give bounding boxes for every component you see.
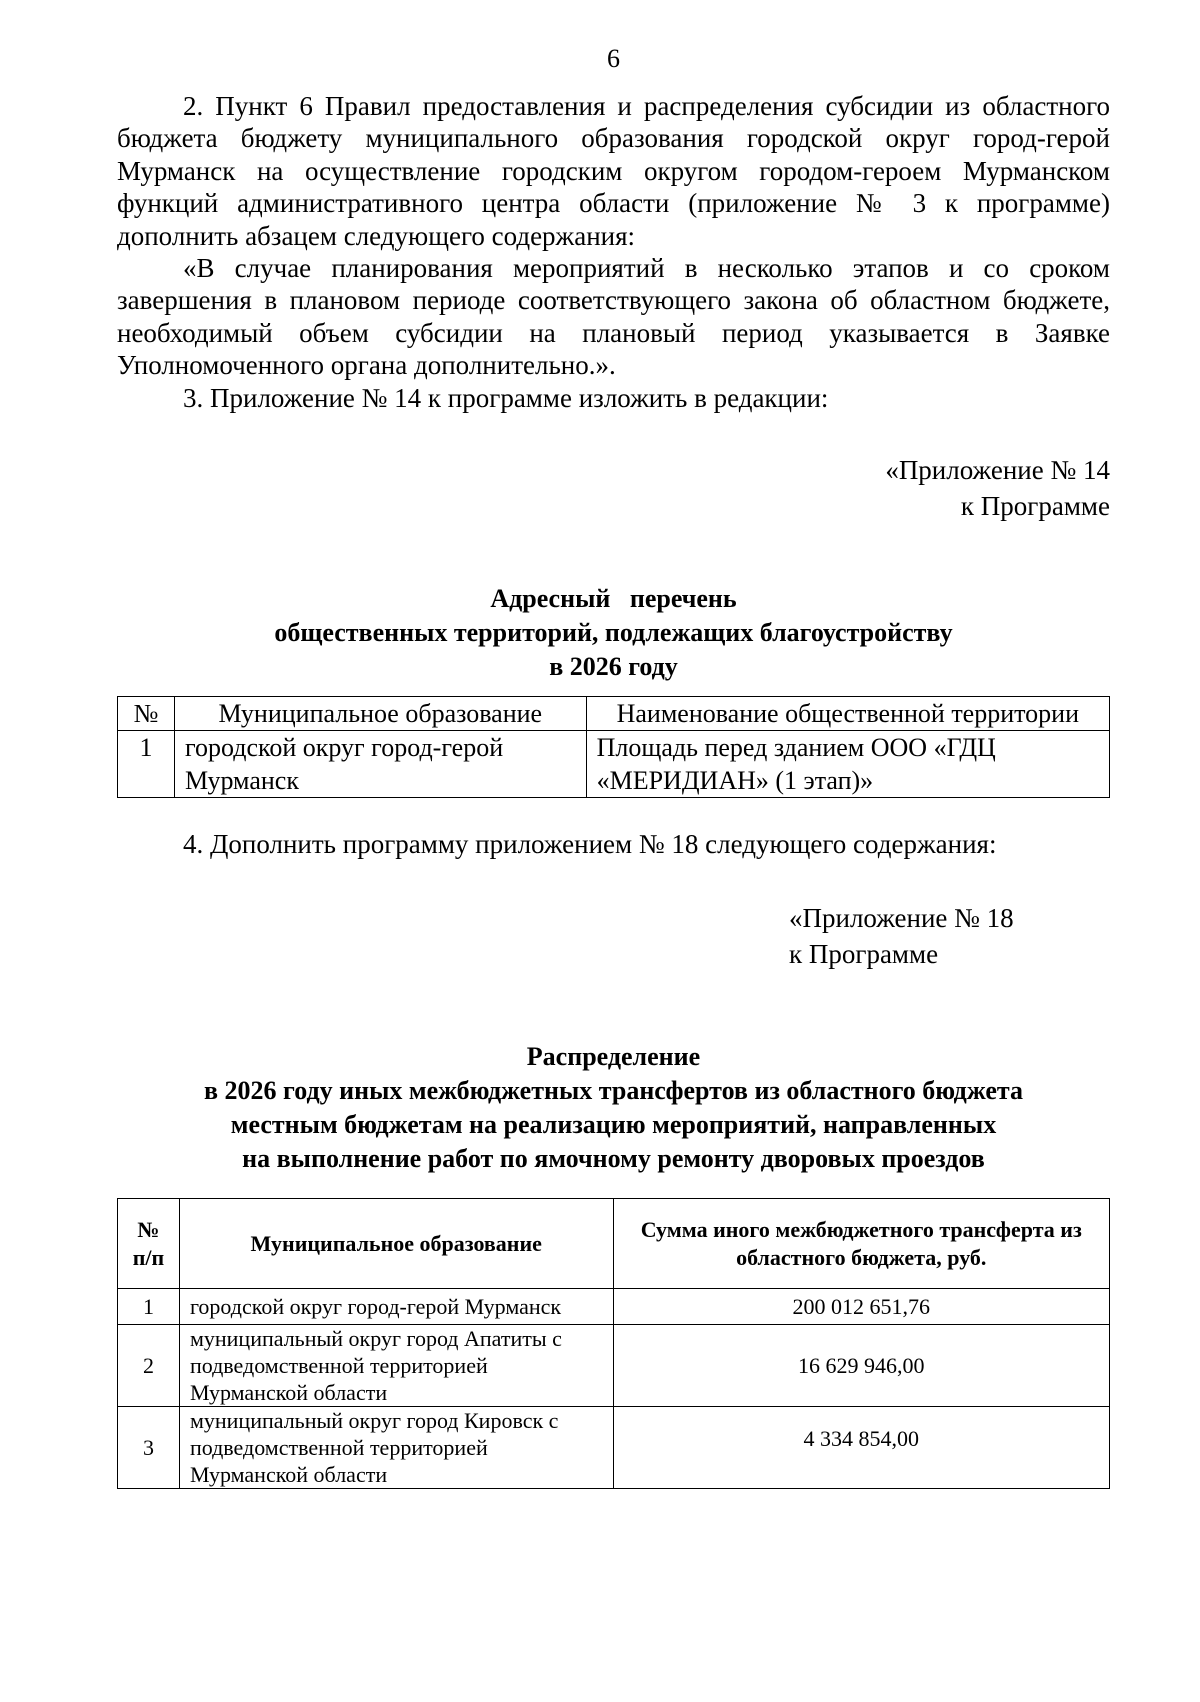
page-number: 6 <box>607 44 620 73</box>
transfers-row-sum: 16 629 946,00 <box>613 1325 1109 1407</box>
paragraph-item-3: 3. Приложение № 14 к программе изложить в редакции: <box>183 382 829 413</box>
territory-list-title <box>117 582 1110 684</box>
transfers-row-municipality: городской округ город-герой Мурманск <box>179 1289 613 1325</box>
territory-title-line3: в 2026 году <box>549 652 678 682</box>
appendix-14-line2: к Программе <box>960 491 1110 522</box>
territory-row-territory: Площадь перед зданием ООО «ГДЦ «МЕРИДИАН» (1 этап)» <box>586 731 1109 798</box>
transfers-row-sum: 200 012 651,76 <box>613 1289 1109 1325</box>
transfers-header-municipality: Муниципальное образование <box>179 1199 613 1289</box>
transfers-title <box>117 1040 1110 1176</box>
transfers-row-municipality: муниципальный округ город Апатиты с подведомственной территорией Мурманской области <box>179 1325 613 1407</box>
transfers-title-line2: в 2026 году иных межбюджетных трансфертов из областного бюджета <box>204 1076 1023 1106</box>
territory-header-municipality: Муниципальное образование <box>174 697 586 731</box>
table-row <box>118 1289 1110 1325</box>
table-row <box>118 1407 1110 1489</box>
transfers-row-municipality: муниципальный округ город Кировск с подведомственной территорией Мурманской области <box>179 1407 613 1489</box>
transfers-row-num: 1 <box>118 1289 180 1325</box>
appendix-14-reference <box>117 452 1110 524</box>
table-row <box>118 1325 1110 1407</box>
document-page <box>117 44 1110 1489</box>
territory-table-header <box>118 697 1110 731</box>
transfers-title-line4: на выполнение работ по ямочному ремонту дворовых проездов <box>242 1144 985 1174</box>
transfers-row-num: 3 <box>118 1407 180 1489</box>
territory-header-territory: Наименование общественной территории <box>586 697 1109 731</box>
territory-table <box>117 696 1110 798</box>
territory-row-num: 1 <box>118 731 175 798</box>
territory-row-municipality: городской округ город-герой Мурманск <box>174 731 586 798</box>
transfers-header-num: № п/п <box>118 1199 180 1289</box>
appendix-18-line2: к Программе <box>789 939 939 970</box>
transfers-row-num: 2 <box>118 1325 180 1407</box>
transfers-table-header <box>118 1199 1110 1289</box>
paragraph-quote: «В случае планирования мероприятий в несколько этапов и со сроком завершения в плановом периоде соответствующего закона об областном бюджете, необходимый объем субсидии на плановый период указывается в Заявке Уполномоченного органа дополнительно.». <box>117 253 1110 381</box>
territory-title-line1: Адресный перечень <box>490 584 737 614</box>
table-row <box>118 731 1110 798</box>
territory-header-num: № <box>118 697 175 731</box>
transfers-title-line1: Распределение <box>526 1042 701 1072</box>
transfers-title-line3: местным бюджетам на реализацию мероприятий, направленных <box>230 1110 997 1140</box>
appendix-18-line1: «Приложение № 18 <box>789 903 1014 934</box>
appendix-18-reference <box>789 900 1110 972</box>
territory-title-line2: общественных территорий, подлежащих благоустройству <box>274 618 953 648</box>
paragraph-item-4: 4. Дополнить программу приложением № 18 следующего содержания: <box>183 829 997 860</box>
transfers-table <box>117 1198 1110 1489</box>
transfers-row-sum: 4 334 854,00 <box>613 1407 1109 1489</box>
paragraph-item-2: 2. Пункт 6 Правил предоставления и распределения субсидии из областного бюджета бюджету муниципального образования городской округ город-герой Мурманск на осуществление городским округом городом-героем Мурманском функций административного центра области (приложение № 3 к программе) дополнить абзацем следующего содержания: <box>117 91 1110 251</box>
transfers-header-sum: Сумма иного межбюджетного трансферта из областного бюджета, руб. <box>613 1199 1109 1289</box>
appendix-14-line1: «Приложение № 14 <box>885 455 1110 486</box>
